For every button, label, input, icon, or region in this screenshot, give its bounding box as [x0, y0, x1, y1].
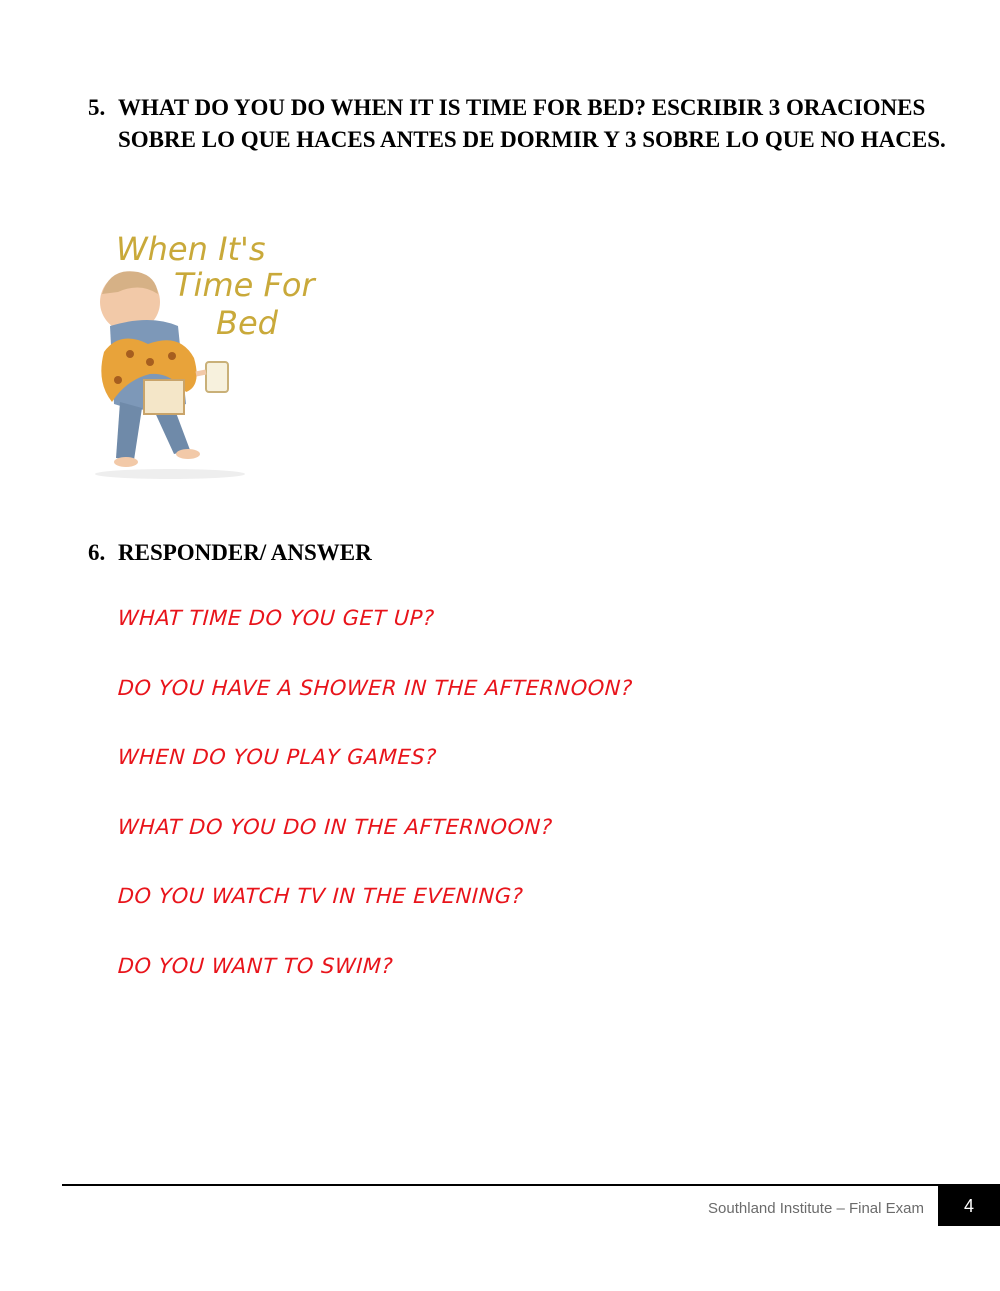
cover-title-line-1: When It's	[116, 230, 266, 268]
list-item: DO YOU WATCH TV IN THE EVENING?	[117, 884, 524, 909]
list-item: WHAT TIME DO YOU GET UP?	[117, 606, 436, 630]
list-item: DO YOU HAVE A SHOWER IN THE AFTERNOON?	[117, 675, 634, 700]
footer-text: Southland Institute – Final Exam	[708, 1200, 924, 1217]
answer-question-list	[117, 600, 917, 1018]
question-number: 6.	[88, 540, 106, 565]
cover-title-line-3: Bed	[216, 304, 278, 342]
page-number: 4	[938, 1186, 1000, 1226]
cover-title-line-2: Time For	[174, 266, 315, 304]
list-item: DO YOU WANT TO SWIM?	[117, 953, 394, 978]
book-cover-illustration	[90, 222, 330, 480]
list-item: WHEN DO YOU PLAY GAMES?	[117, 745, 438, 770]
question-number: 5.	[88, 95, 106, 120]
question-6	[88, 537, 948, 569]
question-5	[88, 92, 948, 156]
list-item: WHAT DO YOU DO IN THE AFTERNOON?	[117, 814, 554, 839]
question-text: WHAT DO YOU DO WHEN IT IS TIME FOR BED? ESCRIBIR 3 ORACIONES SOBRE LO QUE HACES ANTES DE DORMIR Y 3 SOBRE LO QUE NO HACES.	[118, 95, 946, 152]
footer-divider	[62, 1184, 1000, 1186]
question-text: RESPONDER/ ANSWER	[118, 540, 372, 565]
